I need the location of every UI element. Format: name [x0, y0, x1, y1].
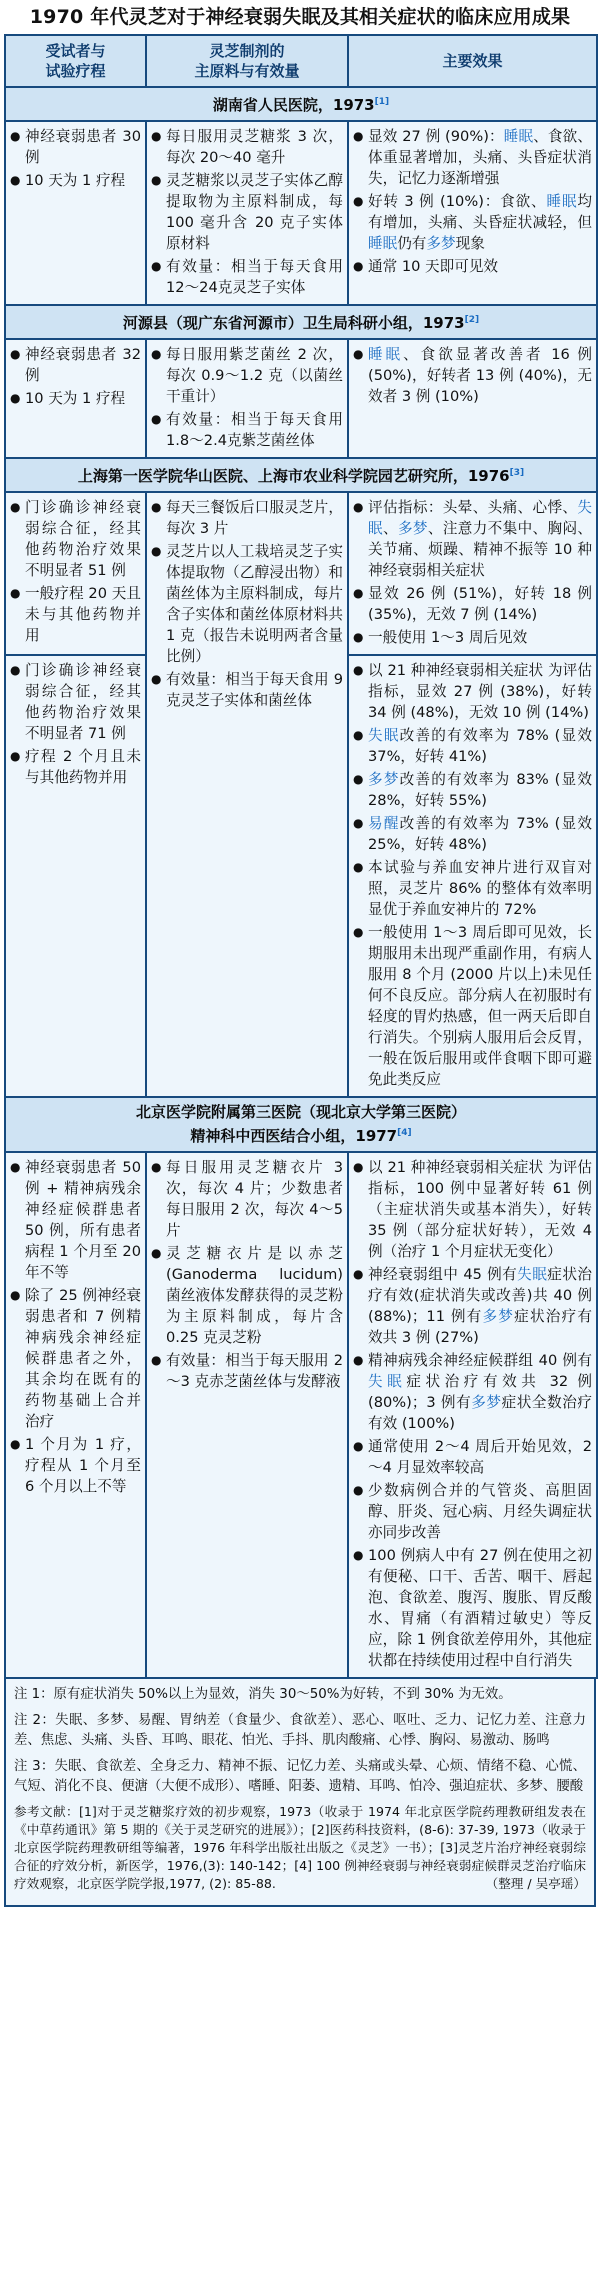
highlight-term: 睡眠	[503, 128, 534, 145]
highlight-term: 多梦	[471, 1394, 502, 1411]
effects-item: ● 多梦改善的有效率为 83% (显效 28%，好转 55%)	[353, 769, 592, 811]
section-header-row	[5, 1097, 597, 1152]
preparation-item: ● 每日服用灵芝糖浆 3 次，每次 20～40 毫升	[151, 126, 343, 168]
table-row	[5, 492, 597, 655]
preparation-list	[151, 126, 343, 298]
page-title: 1970 年代灵芝对于神经衰弱失眠及其相关症状的临床应用成果	[29, 6, 571, 28]
subjects-item: ● 神经衰弱患者 32 例	[10, 344, 141, 386]
effects-cell	[348, 655, 597, 1097]
subjects-cell	[5, 492, 146, 655]
effects-item: ● 神经衰弱组中 45 例有失眠症状治疗有效(症状消失或改善)共 40 例 (88%)；11 例有多梦症状治疗有效共 3 例 (27%)	[353, 1264, 592, 1348]
preparation-item: ● 有效量：相当于每天服用 2～3 克赤芝菌丝体与发酵液	[151, 1350, 343, 1392]
byline: （整理 / 吴亭瑶）	[485, 1876, 586, 1891]
subjects-item: ● 门诊确诊神经衰弱综合征，经其他药物治疗效果不明显者 71 例	[10, 660, 141, 744]
effects-cell	[348, 121, 597, 305]
subjects-list	[10, 497, 141, 646]
preparation-cell	[146, 121, 348, 305]
preparation-list	[151, 1157, 343, 1392]
preparation-list	[151, 497, 343, 711]
highlight-term: 睡眠	[368, 346, 404, 363]
effects-item: ● 睡眠、食欲显著改善者 16 例 (50%)，好转者 13 例 (40%)，无效者 3 例 (10%)	[353, 344, 592, 407]
references	[14, 1803, 586, 1893]
highlight-term: 失眠	[368, 1373, 407, 1390]
effects-list	[353, 344, 592, 407]
effects-list	[353, 1157, 592, 1671]
header-preparation	[146, 35, 348, 87]
highlight-term: 易醒	[368, 815, 400, 832]
subjects-list	[10, 344, 141, 409]
preparation-item: ● 每日服用紫芝菌丝 2 次，每次 0.9～1.2 克（以菌丝干重计）	[151, 344, 343, 407]
subjects-list	[10, 1157, 141, 1497]
highlight-term: 失眠	[368, 727, 400, 744]
effects-item: ● 显效 27 例 (90%)：睡眠、食欲、体重显著增加，头痛、头昏症状消失，记忆力逐渐增强	[353, 126, 592, 189]
preparation-cell	[146, 492, 348, 1097]
effects-item: ● 好转 3 例 (10%)：食欲、睡眠均有增加，头痛、头昏症状减轻，但睡眠仍有多梦现象	[353, 191, 592, 254]
effects-item: ● 少数病例合并的气管炎、高胆固醇、肝炎、冠心病、月经失调症状亦同步改善	[353, 1480, 592, 1543]
header-effects	[348, 35, 597, 87]
note-3: 注 3：失眠、食欲差、全身乏力、精神不振、记忆力差、头痛或头晕、心烦、情绪不稳、心慌、气短、消化不良、便溏（大便不成形）、嗜睡、阳萎、遗精、耳鸣、怕冷、强迫症状、多梦、腰酸	[14, 1759, 586, 1794]
effects-item: ● 通常 10 天即可见效	[353, 256, 592, 277]
preparation-item: ● 灵芝糖衣片是以赤芝 (Ganoderma lucidum) 菌丝液体发酵获得的灵芝粉为主原料制成，每片含 0.25 克灵芝粉	[151, 1243, 343, 1348]
effects-item: ● 评估指标：头晕、头痛、心悸、失眠、多梦、注意力不集中、胸闷、关节痛、烦躁、精神不振等 10 种神经衰弱相关症状	[353, 497, 592, 581]
table-row	[5, 339, 597, 458]
effects-item: ● 通常使用 2～4 周后开始见效，2～4 月显效率较高	[353, 1436, 592, 1478]
subjects-item: ● 1 个月为 1 疗，疗程从 1 个月至 6 个月以上不等	[10, 1434, 141, 1497]
preparation-item: ● 每天三餐饭后口服灵芝片，每次 3 片	[151, 497, 343, 539]
subjects-item: ● 神经衰弱患者 30 例	[10, 126, 141, 168]
effects-cell	[348, 339, 597, 458]
preparation-cell	[146, 339, 348, 458]
highlight-term: 睡眠	[546, 193, 578, 210]
header-subjects-text: 受试者与 试验疗程	[45, 42, 106, 80]
header-preparation-text: 灵芝制剂的 主原料与有效量	[194, 42, 300, 80]
subjects-cell	[5, 339, 146, 458]
subjects-cell	[5, 655, 146, 1097]
preparation-item: ● 灵芝片以人工栽培灵芝子实体提取物（乙醇浸出物）和菌丝体为主原料制成，每片含子实体和菌丝体原材料共 1 克（报告未说明两者含量比例）	[151, 541, 343, 667]
preparation-item: ● 有效量：相当于每天食用 12～24克灵芝子实体	[151, 256, 343, 298]
results-table	[4, 34, 598, 1679]
section-title: 河源县（现广东省河源市）卫生局科研小组，1973[2]	[5, 305, 597, 339]
preparation-item: ● 灵芝糖浆以灵芝子实体乙醇提取物为主原料制成，每 100 毫升含 20 克子实体原材料	[151, 170, 343, 254]
subjects-item: ● 疗程 2 个月且未与其他药物并用	[10, 746, 141, 788]
note-1: 注 1：原有症状消失 50%以上为显效，消失 30～50%为好转，不到 30% 为无效。	[14, 1687, 512, 1702]
highlight-term: 多梦	[397, 520, 428, 537]
references-text: 参考文献：[1]对于灵芝糖浆疗效的初步观察，1973（收录于 1974 年北京医学院药理教研组发表在《中草药通讯》第 5 期的《关于灵芝研究的进展》）；[2]医药科技资料，(8-6): 37-39, 1973（收录于北京医学院药理教研组等编著，1976 年科学出版社出版之《灵芝》一书）；[3]灵芝片治疗神经衰弱综合征的疗效分析，新医学，1976,(3): 140-142；[4] 100 例神经衰弱与神经衰弱症候群灵芝治疗临床疗效观察，北京医学院学报,1977, (2): 85-88.	[14, 1804, 586, 1891]
effects-cell	[348, 492, 597, 655]
highlight-term: 多梦	[482, 1308, 515, 1325]
highlight-term: 多梦	[368, 771, 400, 788]
subjects-cell	[5, 121, 146, 305]
reference-marker: [1]	[374, 97, 390, 107]
highlight-term: 失眠	[368, 499, 592, 537]
effects-item: ● 易醒改善的有效率为 73% (显效 25%，好转 48%)	[353, 813, 592, 855]
table-row	[5, 121, 597, 305]
subjects-item: ● 10 天为 1 疗程	[10, 388, 141, 409]
subjects-list	[10, 126, 141, 191]
subjects-cell	[5, 1152, 146, 1678]
preparation-item: ● 有效量：相当于每天食用 9 克灵芝子实体和菌丝体	[151, 669, 343, 711]
preparation-list	[151, 344, 343, 451]
effects-item: ● 以 21 种神经衰弱相关症状 为评估指标，显效 27 例 (38%)，好转 34 例 (48%)，无效 10 例 (14%)	[353, 660, 592, 723]
reference-marker: [3]	[509, 468, 525, 478]
notes-section	[4, 1679, 596, 1907]
table-body	[5, 87, 597, 1678]
reference-marker: [2]	[464, 315, 480, 325]
effects-item: ● 本试验与养血安神片进行双盲对照，灵芝片 86% 的整体有效率明显优于养血安神片的 72%	[353, 857, 592, 920]
effects-cell	[348, 1152, 597, 1678]
reference-marker: [4]	[397, 1128, 412, 1138]
header-subjects	[5, 35, 146, 87]
header-effects-text: 主要效果	[442, 52, 503, 70]
table-header-row	[5, 35, 597, 87]
section-header-row	[5, 87, 597, 121]
effects-item: ● 显效 26 例 (51%)，好转 18 例 (35%)，无效 7 例 (14%)	[353, 583, 592, 625]
effects-list	[353, 660, 592, 1090]
section-title: 湖南省人民医院，1973[1]	[5, 87, 597, 121]
section-header-row	[5, 305, 597, 339]
highlight-term: 睡眠	[368, 235, 398, 252]
highlight-term: 失眠	[517, 1266, 548, 1283]
section-header-row	[5, 458, 597, 492]
effects-item: ● 100 例病人中有 27 例在使用之初有便秘、口干、舌苦、咽干、唇起泡、食欲差、腹泻、腹胀、胃反酸水、胃痛（有酒精过敏史）等反应，除 1 例食欲差停用外，其他症状都在持续使用过程中自行消失	[353, 1545, 592, 1671]
effects-list	[353, 126, 592, 277]
section-title: 北京医学院附属第三医院（现北京大学第三医院） 精神科中西医结合小组，1977[4]	[5, 1097, 597, 1152]
effects-item: ● 精神病残余神经症候群组 40 例有失眠症状治疗有效共 32 例 (80%)；3 例有多梦症状全数治疗有效 (100%)	[353, 1350, 592, 1434]
highlight-term: 多梦	[426, 235, 456, 252]
preparation-item: ● 有效量：相当于每天食用 1.8～2.4克紫芝菌丝体	[151, 409, 343, 451]
effects-item: ● 失眠改善的有效率为 78% (显效 37%，好转 41%)	[353, 725, 592, 767]
subjects-list	[10, 660, 141, 788]
effects-item: ● 一般使用 1～3 周后即可见效，长期服用未出现严重副作用，有病人服用 8 个月 (2000 片以上)未见任何不良反应。部分病人在初服时有轻度的胃灼热感，但一两天后即自行消失。个别病人服用后会反胃，一般在饭后服用或伴食咽下即可避免此类反应	[353, 922, 592, 1090]
subjects-item: ● 神经衰弱患者 50 例 + 精神病残余神经症候群患者 50 例，所有患者病程 1 个月至 20 年不等	[10, 1157, 141, 1283]
subjects-item: ● 10 天为 1 疗程	[10, 170, 141, 191]
note-2: 注 2：失眠、多梦、易醒、胃纳差（食量少、食欲差）、恶心、呕吐、乏力、记忆力差、注意力差、焦虑、头痛、头昏、耳鸣、眼花、怕光、手抖、肌肉酸痛、心悸、胸闷、易激动、肠鸣	[14, 1713, 586, 1748]
preparation-item: ● 每日服用灵芝糖衣片 3 次，每次 4 片；少数患者每日服用 2 次，每次 4～5 片	[151, 1157, 343, 1241]
preparation-cell	[146, 1152, 348, 1678]
effects-list	[353, 497, 592, 648]
subjects-item: ● 门诊确诊神经衰弱综合征，经其他药物治疗效果不明显者 51 例	[10, 497, 141, 581]
subjects-item: ● 除了 25 例神经衰弱患者和 7 例精神病残余神经症候群患者之外，其余均在既有的药物基础上合并治疗	[10, 1285, 141, 1432]
subjects-item: ● 一般疗程 20 天且未与其他药物并用	[10, 583, 141, 646]
effects-item: ● 一般使用 1～3 周后见效	[353, 627, 592, 648]
table-row	[5, 1152, 597, 1678]
section-title: 上海第一医学院华山医院、上海市农业科学院园艺研究所，1976[3]	[5, 458, 597, 492]
effects-item: ● 以 21 种神经衰弱相关症状 为评估指标，100 例中显著好转 61 例（主症状消失或基本消失），好转 35 例（部分症状好转），无效 4 例（治疗 1 个月症状无变化）	[353, 1157, 592, 1262]
